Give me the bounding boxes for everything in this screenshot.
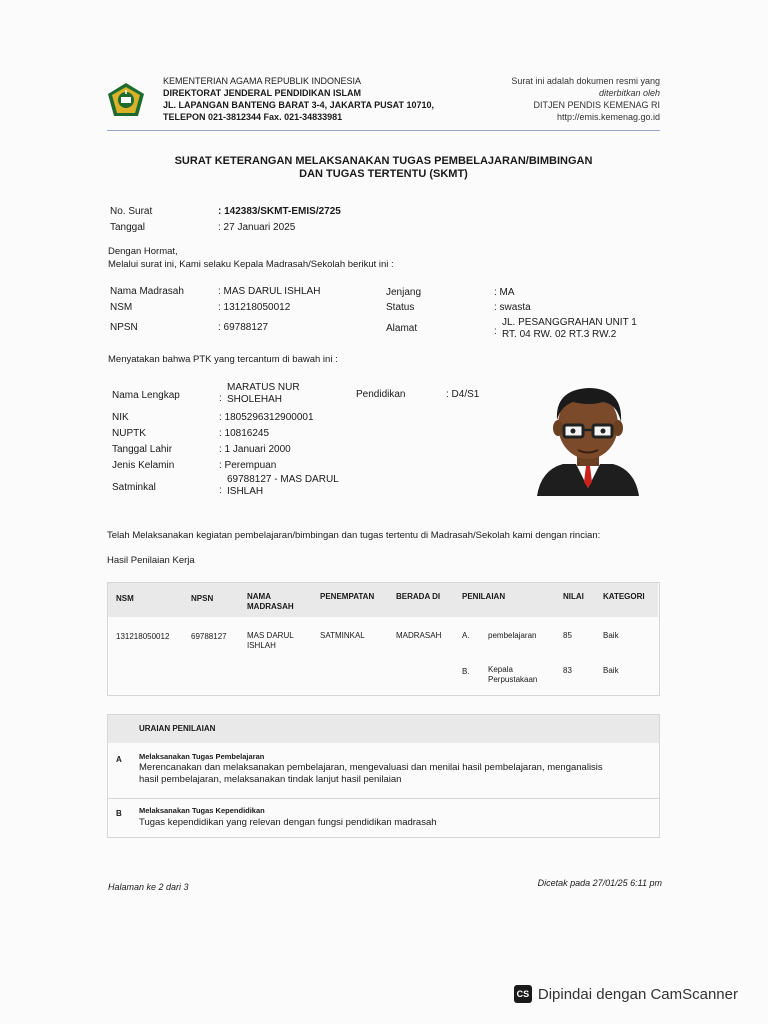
cell-penempatan: SATMINKAL <box>320 631 365 640</box>
cell-npsn: 69788127 <box>191 632 227 641</box>
cell-penilaian-b-line: Perpustakaan <box>488 675 538 684</box>
col-header-penilaian: PENILAIAN <box>462 592 506 601</box>
no-surat-value: : 142383/SKMT-EMIS/2725 <box>218 206 341 217</box>
teacher-avatar <box>533 378 643 496</box>
uraian-a-heading: Melaksanakan Tugas Pembelajaran <box>139 752 265 761</box>
jenis-kelamin-label: Jenis Kelamin <box>112 460 175 471</box>
cell-nama-madrasah <box>247 631 294 651</box>
col-header-penempatan: PENEMPATAN <box>320 592 375 601</box>
nama-lengkap-colon: : <box>219 393 222 404</box>
greeting: Dengan Hormat, <box>108 246 178 257</box>
uraian-a-text <box>139 762 654 786</box>
cell-nama-line: ISHLAH <box>247 641 276 650</box>
uraian-b-letter: B <box>116 809 122 818</box>
uraian-a-line: Merencanakan dan melaksanakan pembelajaran, mengevaluasi dan menilai hasil pembelajaran, menganalisis <box>139 762 603 773</box>
satminkal-label: Satminkal <box>112 482 156 493</box>
cell-penilaian-a-letter: A. <box>462 631 470 640</box>
nsm-label: NSM <box>110 302 133 313</box>
status-label: Status <box>386 302 415 313</box>
col-header-berada-di: BERADA DI <box>396 592 441 601</box>
letterhead <box>163 75 434 123</box>
nama-line: SHOLEHAH <box>227 394 283 405</box>
tanggal-lahir-value: : 1 Januari 2000 <box>219 444 291 455</box>
cell-kategori-a: Baik <box>603 631 619 640</box>
col-header-nsm: NSM <box>116 594 134 603</box>
alamat-colon: : <box>494 326 497 337</box>
nama-madrasah-value: : MAS DARUL ISHLAH <box>218 286 321 297</box>
cell-kategori-b: Baik <box>603 666 619 675</box>
nama-line: MARATUS NUR <box>227 382 300 393</box>
uraian-title: URAIAN PENILAIAN <box>139 724 216 733</box>
nsm-value: : 131218050012 <box>218 302 291 313</box>
camscanner-text: Dipindai dengan CamScanner <box>537 985 738 1003</box>
nik-value: : 1805296312900001 <box>219 412 314 423</box>
cell-nilai-b: 83 <box>563 666 572 675</box>
nama-madrasah-label: Nama Madrasah <box>110 286 184 297</box>
hasil-title: Hasil Penilaian Kerja <box>107 555 195 566</box>
alamat-label: Alamat <box>386 323 418 334</box>
cell-nsm: 131218050012 <box>116 632 170 641</box>
tanggal-value: : 27 Januari 2025 <box>218 222 296 233</box>
nama-lengkap-value <box>227 382 300 406</box>
cell-berada: MADRASAH <box>396 631 442 640</box>
telah-text: Telah Melaksanakan kegiatan pembelajaran/bimbingan dan tugas tertentu di Madrasah/Sekolah kami dengan rincian: <box>107 530 601 541</box>
nuptk-value: : 10816245 <box>219 428 270 439</box>
satminkal-value <box>227 474 339 498</box>
cell-penilaian-b <box>488 665 537 685</box>
menyatakan-text: Menyatakan bahwa PTK yang tercantum di bawah ini : <box>108 354 338 365</box>
nuptk-label: NUPTK <box>112 428 146 439</box>
col-header-kategori: KATEGORI <box>603 592 645 601</box>
official-note-line: Surat ini adalah dokumen resmi yang <box>511 76 660 86</box>
jenjang-value: : MA <box>494 287 515 298</box>
pendidikan-label: Pendidikan <box>356 389 406 400</box>
printed-date: Dicetak pada 27/01/25 6:11 pm <box>537 878 662 888</box>
col-header-nama-madrasah: NAMA MADRASAH <box>247 592 294 611</box>
pendidikan-value: : D4/S1 <box>446 389 480 400</box>
npsn-value: : 69788127 <box>218 322 269 333</box>
document-title <box>107 155 660 181</box>
cell-penilaian-b-line: Kepala <box>488 665 513 674</box>
tanggal-lahir-label: Tanggal Lahir <box>112 444 173 455</box>
kemenag-logo-icon <box>107 82 145 118</box>
satminkal-line: ISHLAH <box>227 486 264 497</box>
uraian-b-heading: Melaksanakan Tugas Kependidikan <box>139 806 265 815</box>
office-address: JL. LAPANGAN BANTENG BARAT 3-4, JAKARTA PUSAT 10710, <box>163 100 435 110</box>
cell-penilaian-b-letter: B. <box>462 667 470 676</box>
office-phone: TELEPON 021-3812344 Fax. 021-34833981 <box>163 112 343 122</box>
intro-text: Melalui surat ini, Kami selaku Kepala Madrasah/Sekolah berikut ini : <box>108 259 394 270</box>
satminkal-colon: : <box>219 485 222 496</box>
col-header-nilai: NILAI <box>563 592 584 601</box>
title-line: SURAT KETERANGAN MELAKSANAKAN TUGAS PEMBELAJARAN/BIMBINGAN <box>174 155 593 167</box>
uraian-a-line: hasil pembelajaran, melaksanakan tindak lanjut hasil penilaian <box>139 774 402 785</box>
official-url: http://emis.kemenag.go.id <box>556 112 660 122</box>
official-note-line: diterbitkan oleh <box>598 88 660 98</box>
directorate-name: DIREKTORAT JENDERAL PENDIDIKAN ISLAM <box>163 88 362 98</box>
nik-label: NIK <box>112 412 129 423</box>
nama-lengkap-label: Nama Lengkap <box>112 390 180 401</box>
alamat-line: JL. PESANGGRAHAN UNIT 1 <box>502 317 637 328</box>
no-surat-label: No. Surat <box>110 206 153 217</box>
title-line: DAN TUGAS TERTENTU (SKMT) <box>299 168 468 180</box>
header-divider <box>107 130 660 131</box>
page-number: Halaman ke 2 dari 3 <box>108 882 189 892</box>
tanggal-label: Tanggal <box>110 222 146 233</box>
alamat-line: RT. 04 RW. 02 RT.3 RW.2 <box>502 329 617 340</box>
jenis-kelamin-value: : Perempuan <box>219 460 277 471</box>
col-header-npsn: NPSN <box>191 594 214 603</box>
npsn-label: NPSN <box>110 322 138 333</box>
uraian-b-text: Tugas kependidikan yang relevan dengan fungsi pendidikan madrasah <box>139 817 437 828</box>
cell-nama-line: MAS DARUL <box>247 631 294 640</box>
ministry-name: KEMENTERIAN AGAMA REPUBLIK INDONESIA <box>163 76 362 86</box>
camscanner-logo-icon: CS <box>514 985 532 1003</box>
cell-penilaian-a: pembelajaran <box>488 631 537 640</box>
uraian-a-letter: A <box>116 755 122 764</box>
satminkal-line: 69788127 - MAS DARUL <box>227 474 339 485</box>
official-note-line: DITJEN PENDIS KEMENAG RI <box>533 100 660 110</box>
alamat-value <box>502 317 637 341</box>
cell-nilai-a: 85 <box>563 631 572 640</box>
jenjang-label: Jenjang <box>386 287 422 298</box>
official-note <box>511 75 660 123</box>
uraian-divider <box>107 798 660 799</box>
status-value: : swasta <box>494 302 531 313</box>
camscanner-watermark <box>514 985 738 1003</box>
